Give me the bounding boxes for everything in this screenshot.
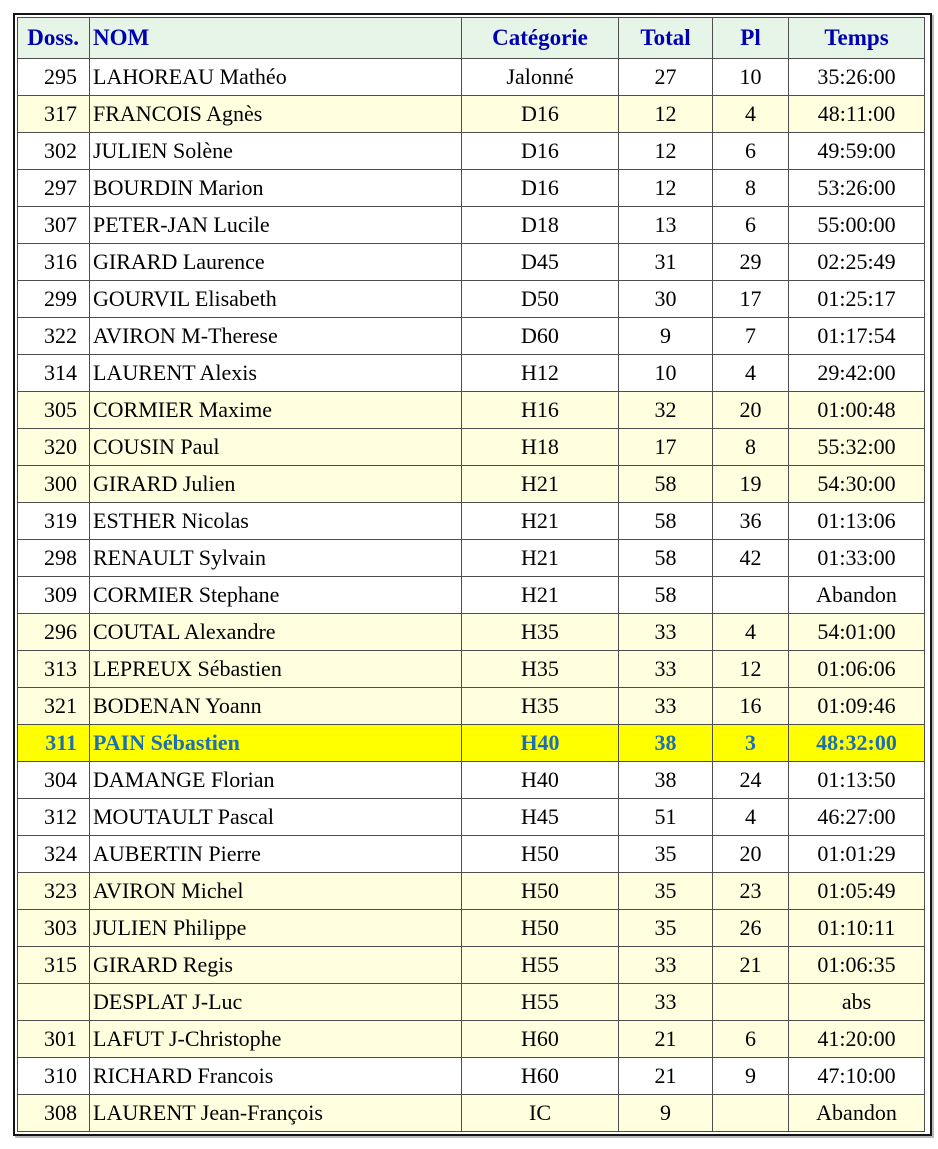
cell-nom: GIRARD Regis [90,947,462,984]
cell-temps: 35:26:00 [789,59,925,96]
cell-temps: 01:25:17 [789,281,925,318]
cell-pl: 4 [713,614,789,651]
cell-total: 31 [619,244,713,281]
cell-pl: 4 [713,355,789,392]
cell-pl: 29 [713,244,789,281]
table-row [18,318,925,355]
table-row [18,133,925,170]
cell-nom: COUTAL Alexandre [90,614,462,651]
cell-total: 38 [619,725,713,762]
cell-pl [713,577,789,614]
cell-pl: 4 [713,799,789,836]
cell-nom: PAIN Sébastien [90,725,462,762]
cell-temps: 47:10:00 [789,1058,925,1095]
cell-total: 13 [619,207,713,244]
cell-doss: 317 [18,96,90,133]
results-table-body [18,59,925,1132]
table-row [18,96,925,133]
cell-categorie: H40 [462,725,619,762]
cell-temps: 48:32:00 [789,725,925,762]
cell-doss: 299 [18,281,90,318]
cell-pl: 8 [713,429,789,466]
cell-temps: 01:09:46 [789,688,925,725]
cell-categorie: D60 [462,318,619,355]
cell-temps: 01:13:06 [789,503,925,540]
cell-nom: AVIRON M-Therese [90,318,462,355]
cell-nom: COUSIN Paul [90,429,462,466]
cell-temps: 55:00:00 [789,207,925,244]
cell-total: 58 [619,466,713,503]
cell-doss: 321 [18,688,90,725]
cell-temps: Abandon [789,1095,925,1132]
cell-categorie: H50 [462,836,619,873]
cell-pl: 7 [713,318,789,355]
cell-doss: 323 [18,873,90,910]
cell-categorie: H50 [462,873,619,910]
table-row [18,355,925,392]
cell-temps: 41:20:00 [789,1021,925,1058]
cell-categorie: D18 [462,207,619,244]
cell-nom: BODENAN Yoann [90,688,462,725]
cell-doss: 298 [18,540,90,577]
cell-nom: BOURDIN Marion [90,170,462,207]
cell-nom: MOUTAULT Pascal [90,799,462,836]
cell-total: 9 [619,1095,713,1132]
cell-total: 12 [619,133,713,170]
cell-pl: 17 [713,281,789,318]
cell-doss: 301 [18,1021,90,1058]
table-row [18,429,925,466]
cell-pl: 42 [713,540,789,577]
cell-pl: 20 [713,392,789,429]
cell-total: 33 [619,688,713,725]
cell-doss: 300 [18,466,90,503]
cell-pl [713,1095,789,1132]
cell-total: 58 [619,577,713,614]
cell-temps: 54:30:00 [789,466,925,503]
cell-doss: 297 [18,170,90,207]
cell-categorie: H40 [462,762,619,799]
cell-nom: LAHOREAU Mathéo [90,59,462,96]
cell-doss: 303 [18,910,90,947]
results-table [17,17,925,1132]
cell-pl: 3 [713,725,789,762]
cell-nom: PETER-JAN Lucile [90,207,462,244]
cell-pl: 36 [713,503,789,540]
cell-pl: 12 [713,651,789,688]
cell-doss: 302 [18,133,90,170]
cell-temps: 29:42:00 [789,355,925,392]
cell-doss: 324 [18,836,90,873]
cell-categorie: H55 [462,984,619,1021]
table-row [18,207,925,244]
cell-pl: 8 [713,170,789,207]
table-row [18,59,925,96]
cell-doss: 322 [18,318,90,355]
cell-nom: AVIRON Michel [90,873,462,910]
cell-nom: CORMIER Maxime [90,392,462,429]
cell-doss: 308 [18,1095,90,1132]
cell-total: 10 [619,355,713,392]
cell-categorie: H35 [462,651,619,688]
cell-nom: RENAULT Sylvain [90,540,462,577]
cell-nom: LAURENT Alexis [90,355,462,392]
cell-temps: 49:59:00 [789,133,925,170]
cell-categorie: D50 [462,281,619,318]
cell-categorie: D45 [462,244,619,281]
cell-temps: 01:06:35 [789,947,925,984]
cell-temps: 54:01:00 [789,614,925,651]
table-row [18,984,925,1021]
cell-total: 30 [619,281,713,318]
cell-temps: 53:26:00 [789,170,925,207]
cell-temps: abs [789,984,925,1021]
cell-nom: LAURENT Jean-François [90,1095,462,1132]
cell-nom: CORMIER Stephane [90,577,462,614]
cell-total: 12 [619,170,713,207]
cell-pl [713,984,789,1021]
cell-categorie: H21 [462,577,619,614]
cell-pl: 26 [713,910,789,947]
cell-doss: 295 [18,59,90,96]
cell-nom: ESTHER Nicolas [90,503,462,540]
table-row [18,281,925,318]
cell-categorie: H12 [462,355,619,392]
cell-categorie: D16 [462,133,619,170]
cell-pl: 19 [713,466,789,503]
table-row [18,725,925,762]
cell-categorie: H16 [462,392,619,429]
cell-categorie: D16 [462,96,619,133]
cell-nom: LAFUT J-Christophe [90,1021,462,1058]
table-row [18,799,925,836]
cell-pl: 6 [713,133,789,170]
cell-temps: 01:01:29 [789,836,925,873]
cell-categorie: H55 [462,947,619,984]
table-row [18,503,925,540]
cell-doss: 312 [18,799,90,836]
col-header-categorie: Catégorie [462,18,619,59]
cell-total: 12 [619,96,713,133]
cell-temps: 48:11:00 [789,96,925,133]
cell-categorie: H21 [462,540,619,577]
cell-categorie: H35 [462,688,619,725]
cell-doss [18,984,90,1021]
cell-temps: 01:33:00 [789,540,925,577]
table-row [18,651,925,688]
cell-doss: 305 [18,392,90,429]
cell-categorie: D16 [462,170,619,207]
cell-doss: 313 [18,651,90,688]
cell-total: 17 [619,429,713,466]
cell-nom: FRANCOIS Agnès [90,96,462,133]
table-row [18,1095,925,1132]
cell-temps: 01:06:06 [789,651,925,688]
table-row [18,392,925,429]
table-row [18,947,925,984]
cell-categorie: H45 [462,799,619,836]
cell-doss: 319 [18,503,90,540]
cell-pl: 6 [713,1021,789,1058]
cell-doss: 304 [18,762,90,799]
cell-total: 32 [619,392,713,429]
table-row [18,170,925,207]
cell-categorie: H35 [462,614,619,651]
cell-temps: 01:05:49 [789,873,925,910]
header-row [18,18,925,59]
cell-pl: 4 [713,96,789,133]
cell-temps: 01:10:11 [789,910,925,947]
table-row [18,1058,925,1095]
cell-nom: JULIEN Solène [90,133,462,170]
cell-pl: 21 [713,947,789,984]
table-row [18,1021,925,1058]
cell-pl: 20 [713,836,789,873]
results-table-frame [13,13,932,1136]
col-header-total: Total [619,18,713,59]
cell-doss: 314 [18,355,90,392]
col-header-doss: Doss. [18,18,90,59]
cell-doss: 316 [18,244,90,281]
table-row [18,614,925,651]
col-header-temps: Temps [789,18,925,59]
cell-nom: GOURVIL Elisabeth [90,281,462,318]
cell-temps: 02:25:49 [789,244,925,281]
cell-total: 38 [619,762,713,799]
table-row [18,577,925,614]
cell-total: 21 [619,1021,713,1058]
cell-pl: 9 [713,1058,789,1095]
cell-total: 33 [619,614,713,651]
cell-nom: GIRARD Julien [90,466,462,503]
cell-nom: LEPREUX Sébastien [90,651,462,688]
cell-temps: Abandon [789,577,925,614]
cell-total: 35 [619,873,713,910]
cell-doss: 320 [18,429,90,466]
cell-total: 58 [619,503,713,540]
cell-nom: JULIEN Philippe [90,910,462,947]
table-row [18,244,925,281]
col-header-nom: NOM [90,18,462,59]
cell-nom: DAMANGE Florian [90,762,462,799]
table-row [18,540,925,577]
table-row [18,836,925,873]
cell-temps: 01:17:54 [789,318,925,355]
table-row [18,762,925,799]
cell-temps: 01:00:48 [789,392,925,429]
cell-categorie: H50 [462,910,619,947]
cell-pl: 6 [713,207,789,244]
table-row [18,910,925,947]
cell-total: 27 [619,59,713,96]
cell-categorie: H21 [462,466,619,503]
cell-pl: 24 [713,762,789,799]
cell-total: 35 [619,836,713,873]
cell-doss: 307 [18,207,90,244]
cell-pl: 10 [713,59,789,96]
cell-categorie: H60 [462,1021,619,1058]
cell-nom: AUBERTIN Pierre [90,836,462,873]
cell-doss: 309 [18,577,90,614]
table-row [18,466,925,503]
cell-total: 33 [619,984,713,1021]
cell-temps: 46:27:00 [789,799,925,836]
cell-total: 35 [619,910,713,947]
cell-total: 33 [619,947,713,984]
col-header-pl: Pl [713,18,789,59]
cell-doss: 310 [18,1058,90,1095]
cell-nom: RICHARD Francois [90,1058,462,1095]
cell-categorie: H60 [462,1058,619,1095]
table-row [18,688,925,725]
cell-temps: 55:32:00 [789,429,925,466]
cell-total: 21 [619,1058,713,1095]
cell-doss: 296 [18,614,90,651]
cell-categorie: H21 [462,503,619,540]
cell-total: 9 [619,318,713,355]
cell-total: 33 [619,651,713,688]
cell-categorie: H18 [462,429,619,466]
cell-doss: 311 [18,725,90,762]
cell-categorie: Jalonné [462,59,619,96]
cell-doss: 315 [18,947,90,984]
cell-pl: 23 [713,873,789,910]
cell-temps: 01:13:50 [789,762,925,799]
cell-pl: 16 [713,688,789,725]
cell-total: 51 [619,799,713,836]
cell-total: 58 [619,540,713,577]
cell-nom: GIRARD Laurence [90,244,462,281]
cell-nom: DESPLAT J-Luc [90,984,462,1021]
cell-categorie: IC [462,1095,619,1132]
table-row [18,873,925,910]
